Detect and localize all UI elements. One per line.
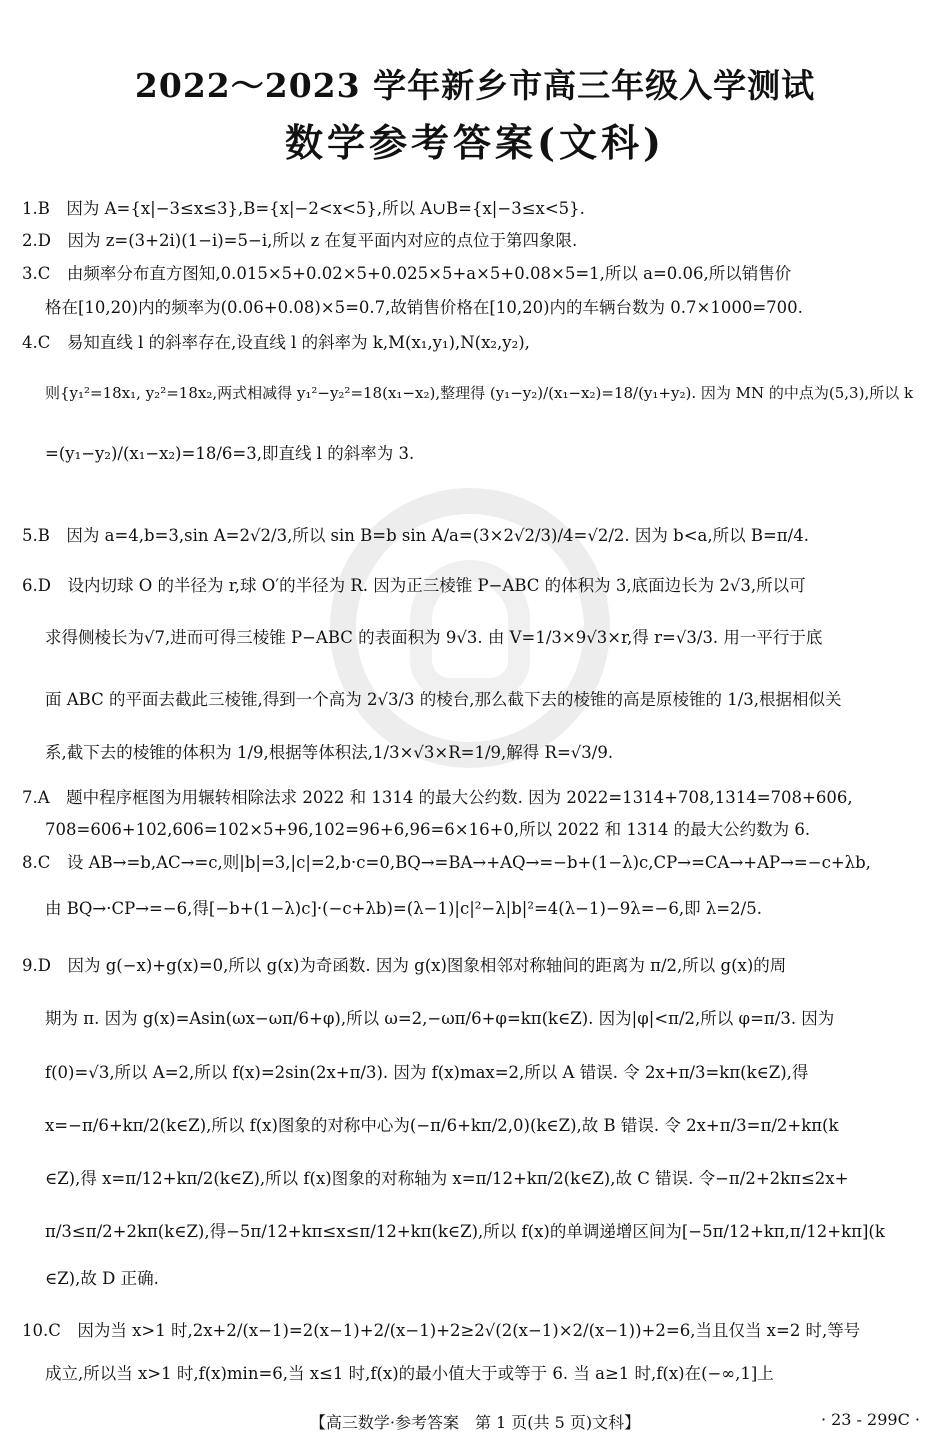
footer-page-info: 【高三数学·参考答案 第 1 页(共 5 页)文科】 xyxy=(309,1413,641,1432)
answer-line: 面 ABC 的平面去截此三棱锥,得到一个高为 2√3/3 的棱台,那么截下去的棱锥的高是原棱锥的 1/3,根据相似关 xyxy=(45,690,842,709)
answer-line: 10.C 因为当 x>1 时,2x+2/(x−1)=2(x−1)+2/(x−1)+2≥2√(2(x−1)×2/(x−1))+2=6,当且仅当 x=2 时,等号 xyxy=(22,1321,861,1340)
answer-line: 8.C 设 AB→=b,AC→=c,则|b|=3,|c|=2,b·c=0,BQ→=BA→+AQ→=−b+(1−λ)c,CP→=CA→+AP→=−c+λb, xyxy=(22,853,871,872)
answer-line: 成立,所以当 x>1 时,f(x)min=6,当 x≤1 时,f(x)的最小值大于或等于 6. 当 a≥1 时,f(x)在(−∞,1]上 xyxy=(45,1364,774,1383)
answer-line: 708=606+102,606=102×5+96,102=96+6,96=6×16+0,所以 2022 和 1314 的最大公约数为 6. xyxy=(45,820,811,839)
answer-line: 5.B 因为 a=4,b=3,sin A=2√2/3,所以 sin B=b sin A/a=(3×2√2/3)/4=√2/2. 因为 b<a,所以 B=π/4. xyxy=(22,526,809,545)
answer-line: 1.B 因为 A={x|−3≤x≤3},B={x|−2<x<5},所以 A∪B={x|−3≤x<5}. xyxy=(22,199,585,218)
answer-line: =(y₁−y₂)/(x₁−x₂)=18/6=3,即直线 l 的斜率为 3. xyxy=(45,444,415,463)
answer-line: 格在[10,20)内的频率为(0.06+0.08)×5=0.7,故销售价格在[10,20)内的车辆台数为 0.7×1000=700. xyxy=(45,298,803,317)
answer-line: 系,截下去的棱锥的体积为 1/9,根据等体积法,1/3×√3×R=1/9,解得 R=√3/9. xyxy=(45,743,614,762)
page-subtitle: 数学参考答案(文科) xyxy=(285,120,665,165)
answer-line: π/3≤π/2+2kπ(k∈Z),得−5π/12+kπ≤x≤π/12+kπ(k∈Z),所以 f(x)的单调递增区间为[−5π/12+kπ,π/12+kπ](k xyxy=(45,1222,885,1241)
answer-line: 9.D 因为 g(−x)+g(x)=0,所以 g(x)为奇函数. 因为 g(x)图象相邻对称轴间的距离为 π/2,所以 g(x)的周 xyxy=(22,956,787,975)
answer-line: 4.C 易知直线 l 的斜率存在,设直线 l 的斜率为 k,M(x₁,y₁),N(x₂,y₂), xyxy=(22,333,530,352)
answer-line: 期为 π. 因为 g(x)=Asin(ωx−ωπ/6+φ),所以 ω=2,−ωπ/6+φ=kπ(k∈Z). 因为|φ|<π/2,所以 φ=π/3. 因为 xyxy=(45,1009,835,1028)
answer-line: 则{y₁²=18x₁, y₂²=18x₂,两式相减得 y₁²−y₂²=18(x₁−x₂),整理得 (y₁−y₂)/(x₁−x₂)=18/(y₁+y₂). 因为 MN 的中点为(5,3),所以 k xyxy=(45,384,914,402)
answer-line: 求得侧棱长为√7,进而可得三棱锥 P−ABC 的表面积为 9√3. 由 V=1/3×9√3×r,得 r=√3/3. 用一平行于底 xyxy=(45,628,823,647)
answer-line: x=−π/6+kπ/2(k∈Z),所以 f(x)图象的对称中心为(−π/6+kπ/2,0)(k∈Z),故 B 错误. 令 2x+π/3=π/2+kπ(k xyxy=(45,1116,839,1135)
answer-line: ∈Z),得 x=π/12+kπ/2(k∈Z),所以 f(x)图象的对称轴为 x=π/12+kπ/2(k∈Z),故 C 错误. 令−π/2+2kπ≤2x+ xyxy=(45,1169,849,1188)
answer-line: ∈Z),故 D 正确. xyxy=(45,1269,159,1288)
answer-line: 7.A 题中程序框图为用辗转相除法求 2022 和 1314 的最大公约数. 因为 2022=1314+708,1314=708+606, xyxy=(22,788,853,807)
footer-code: · 23 - 299C · xyxy=(820,1410,920,1429)
answer-line: 由 BQ→·CP→=−6,得[−b+(1−λ)c]·(−c+λb)=(λ−1)|c|²−λ|b|²=4(λ−1)−9λ=−6,即 λ=2/5. xyxy=(45,899,762,918)
page-title: 2022～2023 学年新乡市高三年级入学测试 xyxy=(134,66,816,105)
answer-line: 3.C 由频率分布直方图知,0.015×5+0.02×5+0.025×5+a×5+0.08×5=1,所以 a=0.06,所以销售价 xyxy=(22,264,792,283)
answer-line: 2.D 因为 z=(3+2i)(1−i)=5−i,所以 z 在复平面内对应的点位于第四象限. xyxy=(22,231,578,250)
answer-line: 6.D 设内切球 O 的半径为 r,球 O′的半径为 R. 因为正三棱锥 P−ABC 的体积为 3,底面边长为 2√3,所以可 xyxy=(22,576,806,595)
answer-line: f(0)=√3,所以 A=2,所以 f(x)=2sin(2x+π/3). 因为 f(x)max=2,所以 A 错误. 令 2x+π/3=kπ(k∈Z),得 xyxy=(45,1063,809,1082)
